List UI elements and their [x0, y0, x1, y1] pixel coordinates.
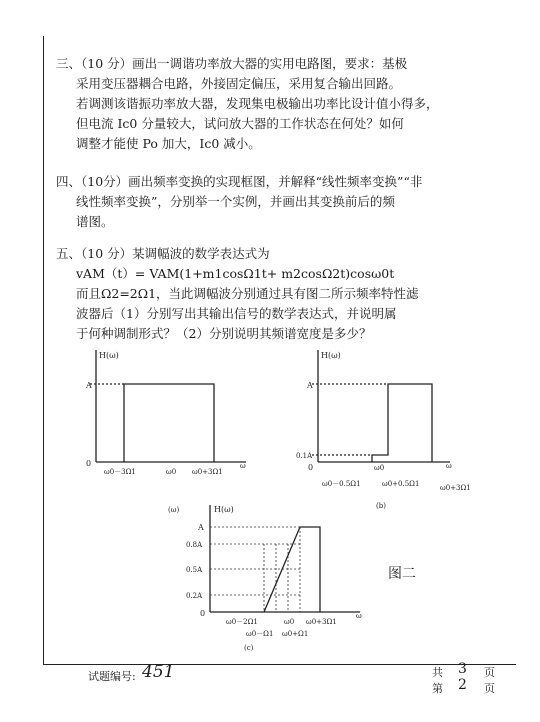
fig-a-x-left: ω0－3Ω1 [104, 468, 136, 476]
question-3-line-4: 但电流 Ic0 分量较大，试问放大器的工作状态在何处？如何 [76, 116, 404, 131]
fig-c-level-05a: 0.5A [186, 566, 203, 574]
fig-a-origin: 0 [86, 459, 92, 468]
question-3-line-5: 调整才能使 Po 加大，Ic0 减小。 [76, 136, 261, 151]
fig-b-x4: ω0+3Ω1 [440, 484, 471, 492]
fig-b-caption: (b) [376, 502, 386, 510]
current-page-unit: 页 [484, 682, 495, 695]
fig-b-level-low: 0.1A [296, 452, 313, 460]
figure-2-label: 图二 [388, 566, 416, 582]
fig-b-level-top: A [307, 381, 313, 390]
question-4-line-3: 谱图。 [76, 214, 114, 229]
question-5-line-5: 于何种调制形式？（2）分别说明其频谱宽度是多少？ [76, 326, 372, 341]
fig-b-ylabel: H(ω) [321, 351, 341, 360]
question-3-line-1: 三、（10 分）画出一调谐功率放大器的实用电路图，要求：基极 [56, 56, 408, 71]
fig-b-axis-label: ω [446, 462, 452, 470]
fig-c-caption: (c) [244, 644, 254, 652]
fig-c-origin: 0 [200, 609, 206, 618]
question-5-line-1: 五、（10 分）某调幅波的数学表达式为 [56, 246, 270, 261]
fig-c-response [264, 527, 320, 612]
fig-c-axis-label: ω [356, 612, 362, 620]
fig-b-x2: ω0 [374, 464, 385, 472]
question-4-line-1: 四、（10分）画出频率变换的实现框图，并解释“线性频率变换”“非 [56, 174, 423, 189]
fig-a-axis-label: ω [240, 462, 246, 470]
fig-c-x-label-5: ω0+3Ω1 [306, 618, 337, 626]
fig-c-level-08a: 0.8A [186, 541, 203, 549]
fig-b-x3: ω0+0.5Ω1 [382, 480, 420, 488]
fig-b-x1: ω0－0.5Ω1 [322, 480, 361, 488]
current-page-value: 2 [458, 677, 467, 693]
fig-a-ylabel: H(ω) [99, 351, 119, 360]
fig-a-x-right: ω0+3Ω1 [192, 468, 223, 476]
total-pages-value: 3 [458, 661, 467, 677]
fig-a-x-mid: ω0 [166, 468, 177, 476]
fig-a-level-label: A [86, 381, 92, 390]
fig-c-level-02a: 0.2A [186, 592, 203, 600]
question-5-line-3: 而且Ω2=2Ω1，当此调幅波分别通过具有图二所示频率特性滤 [76, 286, 419, 301]
total-pages-unit: 页 [484, 666, 495, 679]
fig-b-origin: 0 [308, 463, 314, 472]
exam-code-value: 451 [142, 662, 175, 682]
fig-c-x-label-4: ω0+Ω1 [282, 630, 309, 638]
fig-c-x-label-2: ω0－Ω1 [246, 630, 274, 638]
question-5-line-4: 波器后（1）分别写出其输出信号的数学表达式，并说明属 [76, 306, 397, 321]
fig-c-x-label-1: ω0－2Ω1 [226, 618, 258, 626]
fig-c-unit: (ω) [168, 506, 180, 514]
question-4-line-2: 线性频率变换”，分别举一个实例，并画出其变换前后的频 [76, 194, 395, 209]
question-5-formula: vAM（t）= VAM(1+m1cosΩ1t+ m2cosΩ2t)cosω0t [76, 266, 395, 281]
fig-c-level-a: A [198, 523, 204, 532]
fig-c-ylabel: H(ω) [214, 505, 234, 514]
exam-code-label: 试题编号: [88, 670, 136, 683]
total-pages-label: 共 [432, 666, 443, 679]
current-page-label: 第 [432, 682, 443, 695]
question-3-line-2: 采用变压器耦合电路，外接固定偏压，采用复合输出回路。 [76, 76, 402, 91]
fig-c-x-label-3: ω0 [284, 618, 295, 626]
question-3-line-3: 若调测该谐振功率放大器，发现集电极输出功率比设计值小得多， [76, 96, 439, 111]
